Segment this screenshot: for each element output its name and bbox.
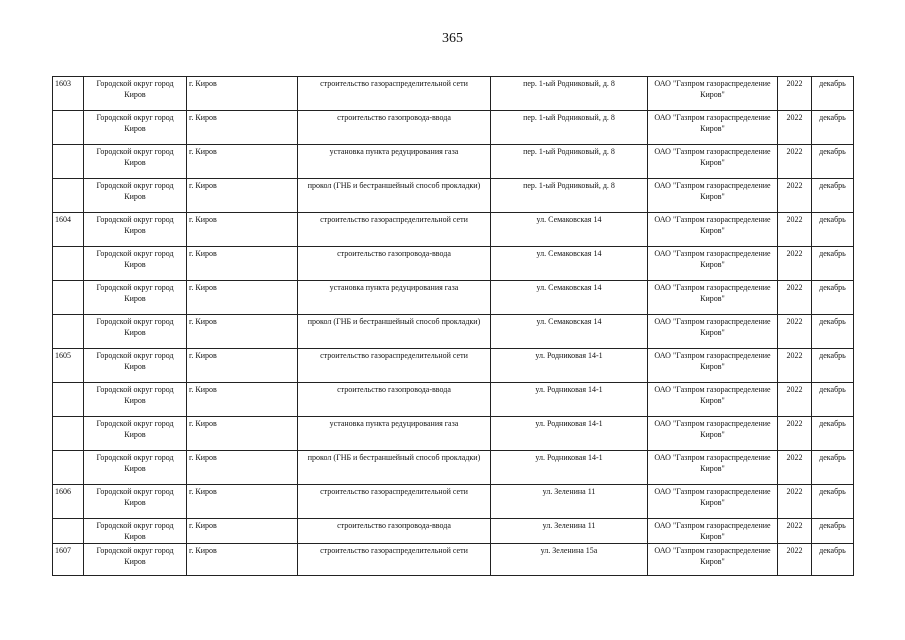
work-type-cell: установка пункта редуцирования газа	[298, 417, 491, 451]
table-row	[53, 179, 854, 213]
table-row	[53, 213, 854, 247]
municipality-cell: Городской округ город Киров	[84, 485, 187, 519]
organization-cell: ОАО "Газпром газораспределение Киров"	[648, 145, 778, 179]
month-cell: декабрь	[812, 77, 854, 111]
city-cell: г. Киров	[187, 451, 298, 485]
year-cell: 2022	[778, 544, 812, 576]
year-cell: 2022	[778, 349, 812, 383]
organization-cell: ОАО "Газпром газораспределение Киров"	[648, 417, 778, 451]
organization-cell: ОАО "Газпром газораспределение Киров"	[648, 179, 778, 213]
record-number: 1604	[53, 213, 84, 247]
municipality-cell: Городской округ город Киров	[84, 111, 187, 145]
city-cell: г. Киров	[187, 315, 298, 349]
work-type-cell: строительство газопровода-ввода	[298, 383, 491, 417]
month-cell: декабрь	[812, 281, 854, 315]
month-cell: декабрь	[812, 247, 854, 281]
organization-cell: ОАО "Газпром газораспределение Киров"	[648, 544, 778, 576]
address-cell: ул. Зеленина 11	[491, 485, 648, 519]
organization-cell: ОАО "Газпром газораспределение Киров"	[648, 519, 778, 544]
municipality-cell: Городской округ город Киров	[84, 417, 187, 451]
month-cell: декабрь	[812, 417, 854, 451]
year-cell: 2022	[778, 485, 812, 519]
record-number	[53, 417, 84, 451]
month-cell: декабрь	[812, 315, 854, 349]
city-cell: г. Киров	[187, 247, 298, 281]
municipality-cell: Городской округ город Киров	[84, 213, 187, 247]
organization-cell: ОАО "Газпром газораспределение Киров"	[648, 281, 778, 315]
city-cell: г. Киров	[187, 519, 298, 544]
month-cell: декабрь	[812, 383, 854, 417]
month-cell: декабрь	[812, 111, 854, 145]
table-row	[53, 544, 854, 576]
work-type-cell: строительство газораспределительной сети	[298, 485, 491, 519]
city-cell: г. Киров	[187, 77, 298, 111]
address-cell: пер. 1-ый Родниковый, д. 8	[491, 77, 648, 111]
address-cell: ул. Зеленина 15а	[491, 544, 648, 576]
organization-cell: ОАО "Газпром газораспределение Киров"	[648, 485, 778, 519]
month-cell: декабрь	[812, 349, 854, 383]
work-type-cell: прокол (ГНБ и бестраншейный способ прокладки)	[298, 179, 491, 213]
year-cell: 2022	[778, 111, 812, 145]
city-cell: г. Киров	[187, 213, 298, 247]
municipality-cell: Городской округ город Киров	[84, 145, 187, 179]
city-cell: г. Киров	[187, 145, 298, 179]
month-cell: декабрь	[812, 519, 854, 544]
municipality-cell: Городской округ город Киров	[84, 519, 187, 544]
works-table	[52, 76, 854, 576]
municipality-cell: Городской округ город Киров	[84, 349, 187, 383]
work-type-cell: строительство газопровода-ввода	[298, 247, 491, 281]
work-type-cell: установка пункта редуцирования газа	[298, 145, 491, 179]
table-row	[53, 451, 854, 485]
record-number: 1603	[53, 77, 84, 111]
month-cell: декабрь	[812, 451, 854, 485]
address-cell: ул. Родниковая 14-1	[491, 349, 648, 383]
work-type-cell: установка пункта редуцирования газа	[298, 281, 491, 315]
city-cell: г. Киров	[187, 544, 298, 576]
address-cell: ул. Семаковская 14	[491, 315, 648, 349]
municipality-cell: Городской округ город Киров	[84, 281, 187, 315]
table-row	[53, 519, 854, 544]
year-cell: 2022	[778, 315, 812, 349]
table-body	[53, 77, 854, 576]
record-number	[53, 383, 84, 417]
table-row	[53, 383, 854, 417]
work-type-cell: прокол (ГНБ и бестраншейный способ прокладки)	[298, 451, 491, 485]
year-cell: 2022	[778, 213, 812, 247]
year-cell: 2022	[778, 451, 812, 485]
work-type-cell: строительство газораспределительной сети	[298, 213, 491, 247]
municipality-cell: Городской округ город Киров	[84, 383, 187, 417]
table-row	[53, 417, 854, 451]
city-cell: г. Киров	[187, 179, 298, 213]
address-cell: ул. Семаковская 14	[491, 281, 648, 315]
record-number: 1606	[53, 485, 84, 519]
city-cell: г. Киров	[187, 485, 298, 519]
work-type-cell: строительство газораспределительной сети	[298, 544, 491, 576]
table-row	[53, 145, 854, 179]
work-type-cell: прокол (ГНБ и бестраншейный способ прокладки)	[298, 315, 491, 349]
year-cell: 2022	[778, 519, 812, 544]
municipality-cell: Городской округ город Киров	[84, 315, 187, 349]
organization-cell: ОАО "Газпром газораспределение Киров"	[648, 383, 778, 417]
address-cell: пер. 1-ый Родниковый, д. 8	[491, 179, 648, 213]
work-type-cell: строительство газораспределительной сети	[298, 349, 491, 383]
organization-cell: ОАО "Газпром газораспределение Киров"	[648, 247, 778, 281]
page-number: 365	[442, 31, 463, 46]
year-cell: 2022	[778, 77, 812, 111]
municipality-cell: Городской округ город Киров	[84, 451, 187, 485]
year-cell: 2022	[778, 417, 812, 451]
table-row	[53, 111, 854, 145]
table-row	[53, 247, 854, 281]
organization-cell: ОАО "Газпром газораспределение Киров"	[648, 213, 778, 247]
month-cell: декабрь	[812, 179, 854, 213]
year-cell: 2022	[778, 145, 812, 179]
organization-cell: ОАО "Газпром газораспределение Киров"	[648, 349, 778, 383]
record-number	[53, 519, 84, 544]
address-cell: ул. Родниковая 14-1	[491, 417, 648, 451]
municipality-cell: Городской округ город Киров	[84, 179, 187, 213]
record-number	[53, 111, 84, 145]
table-row	[53, 281, 854, 315]
municipality-cell: Городской округ город Киров	[84, 247, 187, 281]
year-cell: 2022	[778, 247, 812, 281]
year-cell: 2022	[778, 179, 812, 213]
record-number	[53, 145, 84, 179]
table-row	[53, 77, 854, 111]
city-cell: г. Киров	[187, 349, 298, 383]
city-cell: г. Киров	[187, 383, 298, 417]
organization-cell: ОАО "Газпром газораспределение Киров"	[648, 315, 778, 349]
address-cell: пер. 1-ый Родниковый, д. 8	[491, 111, 648, 145]
table-row	[53, 315, 854, 349]
city-cell: г. Киров	[187, 281, 298, 315]
month-cell: декабрь	[812, 213, 854, 247]
address-cell: ул. Родниковая 14-1	[491, 383, 648, 417]
organization-cell: ОАО "Газпром газораспределение Киров"	[648, 77, 778, 111]
record-number	[53, 247, 84, 281]
city-cell: г. Киров	[187, 417, 298, 451]
address-cell: ул. Родниковая 14-1	[491, 451, 648, 485]
month-cell: декабрь	[812, 544, 854, 576]
work-type-cell: строительство газопровода-ввода	[298, 519, 491, 544]
record-number	[53, 179, 84, 213]
record-number	[53, 315, 84, 349]
municipality-cell: Городской округ город Киров	[84, 77, 187, 111]
organization-cell: ОАО "Газпром газораспределение Киров"	[648, 111, 778, 145]
year-cell: 2022	[778, 281, 812, 315]
work-type-cell: строительство газопровода-ввода	[298, 111, 491, 145]
municipality-cell: Городской округ город Киров	[84, 544, 187, 576]
month-cell: декабрь	[812, 145, 854, 179]
address-cell: ул. Семаковская 14	[491, 247, 648, 281]
work-type-cell: строительство газораспределительной сети	[298, 77, 491, 111]
address-cell: пер. 1-ый Родниковый, д. 8	[491, 145, 648, 179]
record-number	[53, 451, 84, 485]
month-cell: декабрь	[812, 485, 854, 519]
record-number	[53, 281, 84, 315]
record-number: 1607	[53, 544, 84, 576]
address-cell: ул. Зеленина 11	[491, 519, 648, 544]
organization-cell: ОАО "Газпром газораспределение Киров"	[648, 451, 778, 485]
record-number: 1605	[53, 349, 84, 383]
address-cell: ул. Семаковская 14	[491, 213, 648, 247]
table-row	[53, 485, 854, 519]
city-cell: г. Киров	[187, 111, 298, 145]
year-cell: 2022	[778, 383, 812, 417]
table-row	[53, 349, 854, 383]
